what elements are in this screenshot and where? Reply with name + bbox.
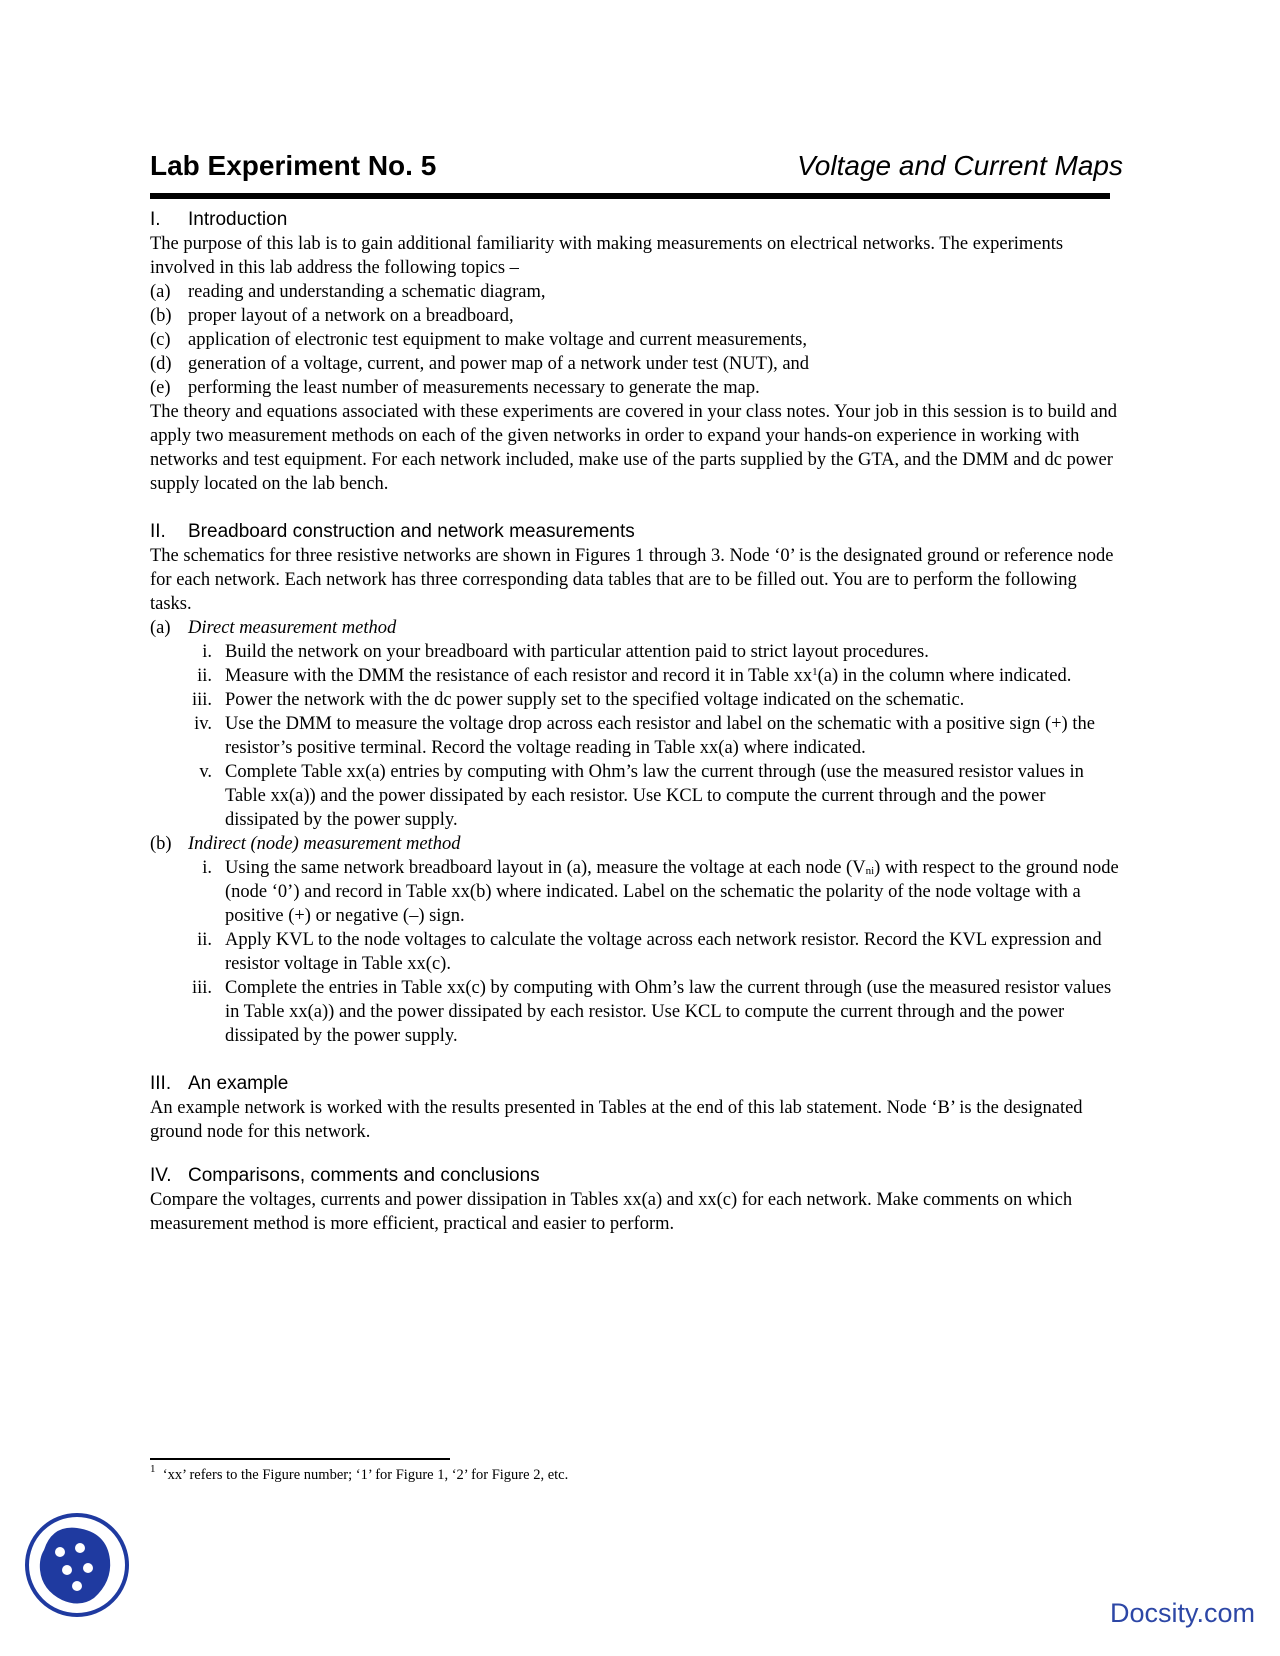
section-heading-conclusions xyxy=(150,1164,1120,1188)
docsity-brand-link[interactable]: Docsity.com xyxy=(1109,1598,1255,1628)
topic-text: reading and understanding a schematic diagram, xyxy=(188,282,546,302)
topic-label: (b) xyxy=(150,306,172,326)
footnote-ref: 1 xyxy=(812,666,818,678)
step-number: ii. xyxy=(197,930,212,950)
step-number: iv. xyxy=(194,714,212,734)
method-title: Indirect (node) measurement method xyxy=(188,834,461,854)
section-heading-intro xyxy=(150,208,1120,232)
topic-item xyxy=(150,376,1120,400)
method-label: (b) xyxy=(150,834,172,854)
method-b-heading xyxy=(150,832,1120,856)
method-step xyxy=(150,976,1120,1048)
method-step xyxy=(150,688,1120,712)
step-text: Power the network with the dc power supply set to the specified voltage indicated on the schematic. xyxy=(225,690,965,710)
page-header xyxy=(150,150,1123,186)
topic-text: proper layout of a network on a breadboard, xyxy=(188,306,514,326)
step-number: i. xyxy=(202,642,212,662)
section-number: III. xyxy=(150,1073,172,1094)
step-text-cont: (a) in the column where indicated. xyxy=(817,666,1072,686)
step-text: Complete the entries in Table xx(c) by computing with Ohm’s law the current through (use the measured resistor values in Table xx(a)) and the power dissipated by each resistor. Use KCL to compute the current through and the power dissipated by the power supply. xyxy=(225,978,1112,1046)
docsity-logo-icon[interactable] xyxy=(22,1510,132,1620)
topic-item xyxy=(150,280,1120,304)
topic-text: application of electronic test equipment to make voltage and current measurements, xyxy=(188,330,808,350)
method-step xyxy=(150,712,1120,760)
topic-text: generation of a voltage, current, and power map of a network under test (NUT), and xyxy=(188,354,810,374)
topic-label: (d) xyxy=(150,354,172,374)
method-step xyxy=(150,664,1120,688)
conclusions-paragraph: Compare the voltages, currents and power dissipation in Tables xx(a) and xx(c) for each network. Make comments on which measurement method is more efficient, practical and easier to perform. xyxy=(150,1190,1073,1234)
method-title: Direct measurement method xyxy=(188,618,397,638)
section-title: Introduction xyxy=(188,209,288,230)
footnote-rule xyxy=(150,1458,450,1460)
topic-item xyxy=(150,328,1120,352)
footnote-marker: 1 xyxy=(150,1463,156,1475)
section-number: I. xyxy=(150,209,161,230)
step-number: i. xyxy=(202,858,212,878)
method-label: (a) xyxy=(150,618,171,638)
section-title: Breadboard construction and network measurements xyxy=(188,521,635,542)
method-step xyxy=(150,640,1120,664)
method-step xyxy=(150,856,1120,928)
intro-paragraph: The purpose of this lab is to gain additional familiarity with making measurements on electrical networks. The experiments involved in this lab address the following topics – xyxy=(150,234,1064,278)
step-text-cont: ) with respect to the ground node (node ‘0’) and record in Table xx(b) where indicated. Label on the schematic the polarity of the node voltage with a positive (+) or negative (–) sign. xyxy=(225,858,1119,926)
node-voltage-subscript: ni xyxy=(865,865,875,877)
step-number: iii. xyxy=(191,978,212,998)
step-number: iii. xyxy=(191,690,212,710)
step-text: Build the network on your breadboard with particular attention paid to strict layout procedures. xyxy=(225,642,929,662)
topic-item xyxy=(150,352,1120,376)
lab-subtitle: Voltage and Current Maps xyxy=(797,150,1123,181)
step-number: v. xyxy=(199,762,212,782)
topic-label: (e) xyxy=(150,378,171,398)
step-text: Measure with the DMM the resistance of each resistor and record it in Table xx xyxy=(225,666,813,686)
section-title: An example xyxy=(188,1073,289,1094)
breadboard-paragraph: The schematics for three resistive networks are shown in Figures 1 through 3. Node ‘0’ is the designated ground or reference node for each network. Each network has three corresponding data tables that are to be filled out. You are to perform the following tasks. xyxy=(150,546,1114,614)
lab-title: Lab Experiment No. 5 xyxy=(150,150,437,181)
section-heading-example xyxy=(150,1072,1120,1096)
step-text: Use the DMM to measure the voltage drop across each resistor and label on the schematic with a positive sign (+) the resistor’s positive terminal. Record the voltage reading in Table xx(a) where indicated. xyxy=(225,714,1095,758)
step-text: Apply KVL to the node voltages to calculate the voltage across each network resistor. Record the KVL expression and resistor voltage in Table xx(c). xyxy=(225,930,1102,974)
step-text: Complete Table xx(a) entries by computing with Ohm’s law the current through (use the measured resistor values in Table xx(a)) and the power dissipated by each resistor. Use KCL to compute the current through and the power dissipated by the power supply. xyxy=(225,762,1084,830)
section-heading-breadboard xyxy=(150,520,1120,544)
topic-text: performing the least number of measurements necessary to generate the map. xyxy=(188,378,760,398)
method-step xyxy=(150,760,1120,832)
topic-label: (c) xyxy=(150,330,171,350)
topic-item xyxy=(150,304,1120,328)
step-number: ii. xyxy=(197,666,212,686)
method-a-heading xyxy=(150,616,1120,640)
example-paragraph: An example network is worked with the results presented in Tables at the end of this lab statement. Node ‘B’ is the designated ground node for this network. xyxy=(150,1098,1083,1142)
step-text: Using the same network breadboard layout in (a), measure the voltage at each node (V xyxy=(225,858,866,878)
intro-closing-paragraph: The theory and equations associated with these experiments are covered in your class notes. Your job in this session is to build and apply two measurement methods on each of the given networks in order to expand your hands-on experience in working with networks and test equipment. For each network included, make use of the parts supplied by the GTA, and the DMM and dc power supply located on the lab bench. xyxy=(150,402,1117,494)
section-number: II. xyxy=(150,521,166,542)
footnote xyxy=(150,1463,569,1484)
section-title: Comparisons, comments and conclusions xyxy=(188,1165,540,1186)
section-number: IV. xyxy=(150,1165,172,1186)
footnote-text: ‘xx’ refers to the Figure number; ‘1’ for Figure 1, ‘2’ for Figure 2, etc. xyxy=(162,1467,569,1483)
method-step xyxy=(150,928,1120,976)
header-rule xyxy=(150,193,1110,199)
topic-label: (a) xyxy=(150,282,171,302)
document-body xyxy=(150,208,1120,1236)
